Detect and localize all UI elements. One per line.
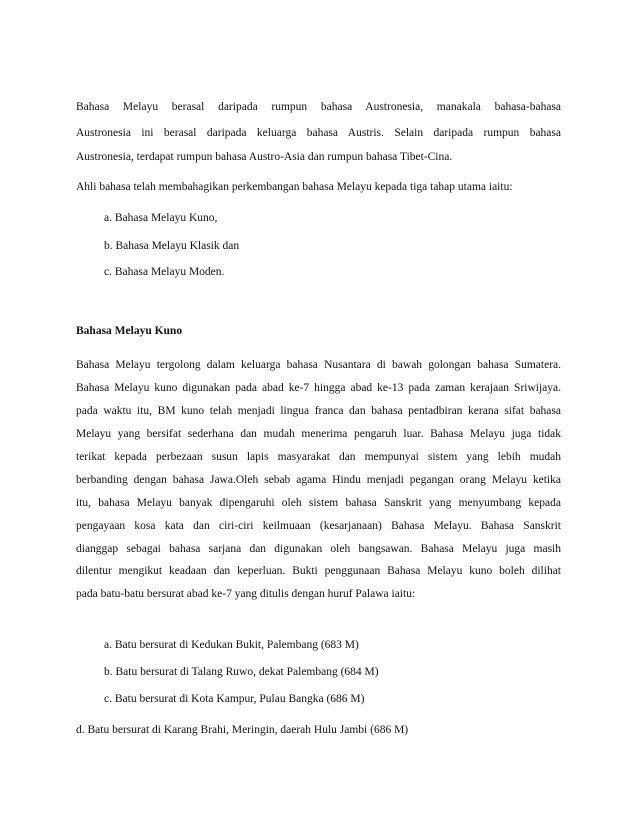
stages-intro: Ahli bahasa telah membahagikan perkembangan bahasa Melayu kepada tiga tahap utama iaitu: xyxy=(76,181,513,193)
intro-line-2: Austronesia ini berasal daripada keluarga bahasa Austris. Selain daripada rumpun bahasa xyxy=(76,127,561,139)
inscription-item-1: a. Batu bersurat di Kedukan Bukit, Palembang (683 M) xyxy=(104,639,359,651)
section-line-11: pada batu-batu bersurat abad ke-7 yang ditulis dengan huruf Palawa iaitu: xyxy=(76,588,416,600)
inscription-item-4: d. Batu bersurat di Karang Brahi, Meringin, daerah Hulu Jambi (686 M) xyxy=(76,724,409,736)
stage-item-1: a. Bahasa Melayu Kuno, xyxy=(104,212,218,224)
section-line-7: itu, bahasa Melayu banyak dipengaruhi oleh sistem bahasa Sanskrit yang menyumbang kepada xyxy=(76,497,561,509)
section-line-6: berbanding dengan bahasa Jawa.Oleh sebab agama Hindu menjadi pegangan orang Melayu ketika xyxy=(76,474,561,486)
section-line-2: Bahasa Melayu kuno digunakan pada abad ke-7 hingga abad ke-13 pada zaman kerajaan Sriwijaya. xyxy=(76,382,561,394)
section-line-10: dilentur mengikut keadaan dan keperluan. Bukti penggunaan Bahasa Melayu kuno boleh dilihat xyxy=(76,565,561,577)
section-heading: Bahasa Melayu Kuno xyxy=(76,325,183,337)
stage-item-2: b. Bahasa Melayu Klasik dan xyxy=(104,240,240,252)
inscription-item-2: b. Batu bersurat di Talang Ruwo, dekat Palembang (684 M) xyxy=(104,666,379,678)
section-line-5: terikat kepada perbezaan susun lapis masyarakat dan mempunyai sistem yang lebih mudah xyxy=(76,451,561,463)
inscription-item-3: c. Batu bersurat di Kota Kampur, Pulau Bangka (686 M) xyxy=(104,693,365,705)
section-line-8: pengayaan kosa kata dan ciri-ciri keilmuaan (kesarjanaan) Bahasa Melayu. Bahasa Sanskrit xyxy=(76,520,561,532)
stage-item-3: c. Bahasa Melayu Moden. xyxy=(104,266,225,278)
section-line-9: dianggap sebagai bahasa sarjana dan digunakan oleh bangsawan. Bahasa Melayu juga masih xyxy=(76,543,561,555)
section-line-4: Melayu yang bersifat sederhana dan mudah menerima pengaruh luar. Bahasa Melayu juga tidak xyxy=(76,428,561,440)
intro-line-3: Austronesia, terdapat rumpun bahasa Austro-Asia dan rumpun bahasa Tibet-Cina. xyxy=(76,151,453,163)
intro-line-1: Bahasa Melayu berasal daripada rumpun bahasa Austronesia, manakala bahasa-bahasa xyxy=(76,101,561,113)
section-line-3: pada waktu itu, BM kuno telah menjadi lingua franca dan bahasa pentadbiran kerana sifat bahasa xyxy=(76,405,561,417)
section-line-1: Bahasa Melayu tergolong dalam keluarga bahasa Nusantara di bawah golongan bahasa Sumatera. xyxy=(76,359,561,371)
